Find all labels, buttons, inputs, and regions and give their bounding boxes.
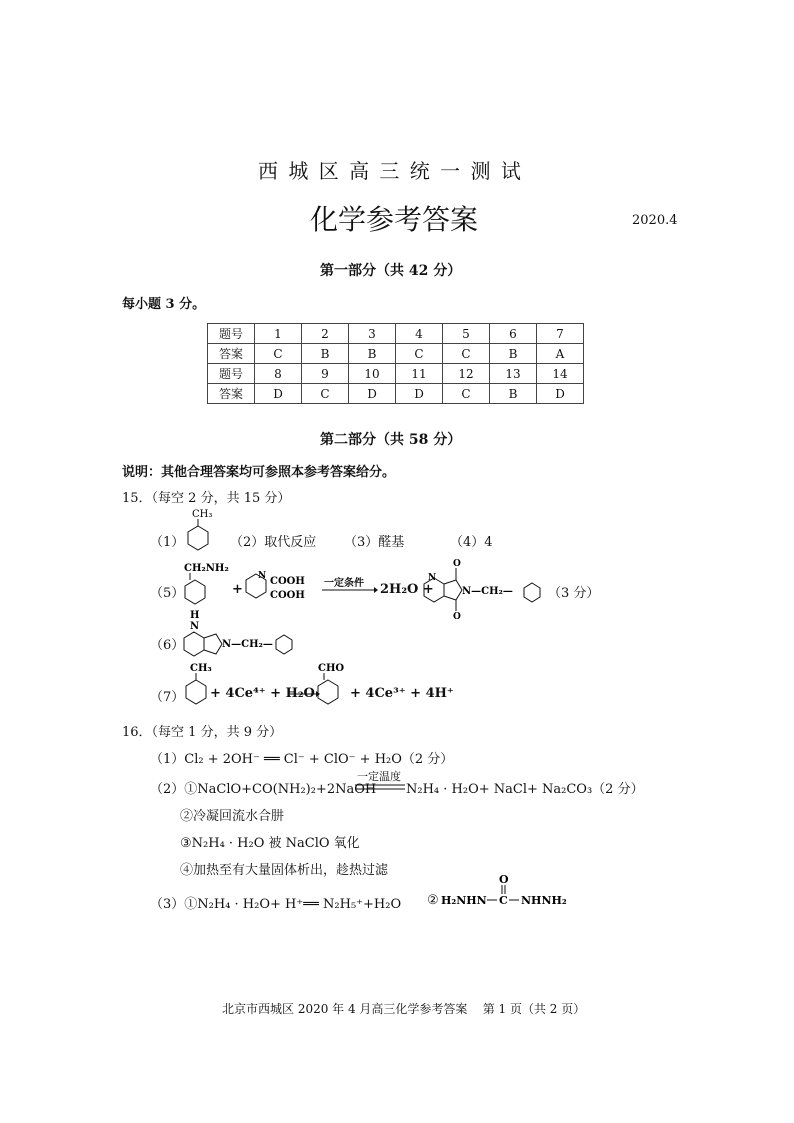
nhnh2-label: NHNH₂ — [521, 894, 567, 907]
table-cell: 4 — [396, 324, 443, 344]
part2-note: 说明：其他合理答案均可参照本参考答案给分。 — [122, 465, 396, 480]
table-cell: C — [255, 344, 302, 364]
table-row — [208, 364, 584, 384]
product-water: 2H₂O + — [380, 582, 434, 597]
table-cell: 7 — [537, 324, 584, 344]
answer-table — [207, 323, 584, 404]
table-cell: 10 — [349, 364, 396, 384]
svg-text:O: O — [453, 612, 461, 622]
cooh-2: COOH — [270, 590, 305, 601]
q15-a3: （3）醛基 — [344, 535, 405, 550]
table-cell: 6 — [490, 324, 537, 344]
part1-heading: 第一部分（共 42 分） — [320, 263, 462, 279]
q16-a1: （1）Cl₂ + 2OH⁻ ══ Cl⁻ + ClO⁻ + H₂O（2 分） — [150, 752, 454, 767]
table-cell: C — [396, 344, 443, 364]
q16-a2-3: ③N₂H₄ · H₂O 被 NaClO 氧化 — [180, 836, 360, 851]
n-ch2-label: N—CH₂— — [462, 586, 513, 597]
equals-sign-double-line — [355, 783, 405, 791]
q16-a2-condition: 一定温度 — [357, 770, 401, 783]
q15-a5-score: （3 分） — [548, 586, 600, 601]
imide-product — [420, 556, 550, 622]
q16-a3-2-prefix: ② — [427, 893, 439, 908]
table-cell: 11 — [396, 364, 443, 384]
nh-h-label: H — [190, 610, 200, 621]
svg-text:O: O — [453, 559, 461, 569]
q16-a2-4: ④加热至有大量固体析出，趁热过滤 — [180, 863, 389, 878]
table-cell: B — [490, 344, 537, 364]
q15-a7-label: （7） — [150, 690, 185, 705]
n-ch2-side: N—CH₂— — [222, 639, 273, 650]
methyl-label-2: CH₃ — [190, 663, 212, 674]
table-cell: 12 — [443, 364, 490, 384]
svg-text:N: N — [428, 573, 437, 583]
part1-note: 每小题 3 分。 — [122, 297, 206, 312]
table-cell: 8 — [255, 364, 302, 384]
q15-a6-label: （6） — [150, 638, 185, 653]
table-cell: 1 — [255, 324, 302, 344]
plus-sign: + — [232, 582, 243, 597]
table-cell: C — [302, 384, 349, 404]
table-cell: 答案 — [208, 384, 255, 404]
ch2nh2-label: CH₂NH₂ — [184, 563, 229, 574]
carbon-label: C — [499, 894, 508, 907]
date: 2020.4 — [632, 213, 678, 228]
q15-a1-label: （1） — [150, 535, 185, 550]
q15-a5-label: （5） — [150, 586, 185, 601]
table-cell: B — [490, 384, 537, 404]
q16-a2-left: （2）①NaClO+CO(NH₂)₂+2NaOH — [150, 782, 377, 797]
q16-a3-1: （3）①N₂H₄ · H₂O+ H⁺══ N₂H₅⁺+H₂O — [150, 897, 402, 912]
q16-a2-right: N₂H₄ · H₂O+ NaCl+ Na₂CO₃（2 分） — [406, 782, 644, 797]
table-cell: A — [537, 344, 584, 364]
svg-text:N: N — [258, 571, 267, 581]
exam-title: 西 城 区 高 三 统 一 测 试 — [258, 159, 523, 183]
q16-a2-2: ②冷凝回流水合肼 — [180, 809, 285, 824]
table-cell: 9 — [302, 364, 349, 384]
carbohydrazide-structure — [441, 872, 571, 912]
cho-label: CHO — [318, 663, 345, 674]
q15-a7-right: + 4Ce³⁺ + 4H⁺ — [350, 686, 454, 701]
table-cell: D — [537, 384, 584, 404]
table-cell: C — [443, 384, 490, 404]
methyl-label: CH₃ — [192, 509, 213, 520]
table-cell: D — [255, 384, 302, 404]
page-footer: 北京市西城区 2020 年 4 月高三化学参考答案 第 1 页（共 2 页） — [222, 1002, 586, 1016]
q15-a2: （2）取代反应 — [230, 535, 317, 550]
q15-a4: （4）4 — [450, 535, 493, 550]
table-cell: 答案 — [208, 344, 255, 364]
table-row — [208, 344, 584, 364]
table-cell: B — [349, 344, 396, 364]
table-cell: 2 — [302, 324, 349, 344]
reaction-arrow — [322, 586, 378, 594]
cooh-1: COOH — [270, 576, 305, 587]
table-row — [208, 324, 584, 344]
table-cell: B — [302, 344, 349, 364]
table-row — [208, 384, 584, 404]
table-cell: 3 — [349, 324, 396, 344]
toluene-structure — [180, 504, 220, 554]
oxygen-label: O — [499, 873, 509, 886]
q15-a7-mid: + 4Ce⁴⁺ + H₂O — [210, 686, 315, 701]
benzylamine-structure — [180, 558, 240, 608]
q16-header: 16．（每空 1 分，共 9 分） — [122, 725, 283, 740]
q15-header: 15．（每空 2 分，共 15 分） — [122, 491, 291, 506]
table-cell: 5 — [443, 324, 490, 344]
table-cell: D — [396, 384, 443, 404]
table-cell: 题号 — [208, 324, 255, 344]
table-cell: D — [349, 384, 396, 404]
part2-heading: 第二部分（共 58 分） — [320, 432, 462, 448]
table-cell: C — [443, 344, 490, 364]
pyridine-dicarboxylic-acid — [244, 568, 324, 608]
table-cell: 13 — [490, 364, 537, 384]
table-cell: 题号 — [208, 364, 255, 384]
bicyclic-amine-structure — [180, 608, 300, 658]
doc-title: 化学参考答案 — [310, 203, 479, 236]
table-cell: 14 — [537, 364, 584, 384]
h2nhn-label: H₂NHN — [441, 894, 487, 907]
reaction-condition: 一定条件 — [324, 578, 364, 589]
nh-n-label: N — [190, 621, 200, 632]
